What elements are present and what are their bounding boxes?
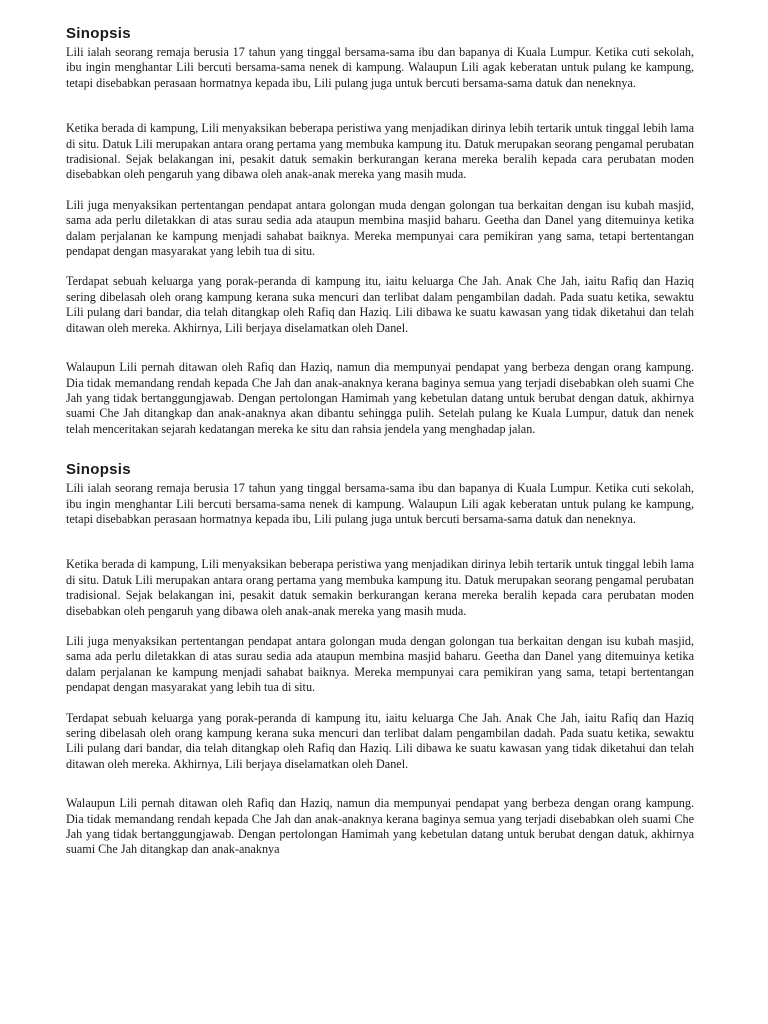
paragraph: Lili ialah seorang remaja berusia 17 tahun yang tinggal bersama-sama ibu dan bapanya di Kuala Lumpur. Ketika cuti sekolah, ibu ingin menghantar Lili bercuti bersama-sama nenek di kampung. Walaupun Lili agak keberatan untuk pulang ke kampung, tetapi disebabkan perasaan hormatnya kepada ibu, Lili pulang juga untuk bercuti bersama-sama datuk dan neneknya. (66, 45, 694, 90)
paragraph: Terdapat sebuah keluarga yang porak-peranda di kampung itu, iaitu keluarga Che Jah. Anak Che Jah, iaitu Rafiq dan Haziq sering dibelasah oleh orang kampung kerana suka mencuri dan terlibat dalam pengambilan dadah. Pada suatu ketika, sewaktu Lili pulang dari bandar, dia telah ditangkap oleh Rafiq dan Haziq. Lili dibawa ke suatu kawasan yang tidak diketahui dan telah ditawan oleh mereka. Akhirnya, Lili berjaya diselamatkan oleh Danel. (66, 710, 694, 771)
section-heading: Sinopsis (66, 25, 131, 42)
paragraph: Lili juga menyaksikan pertentangan pendapat antara golongan muda dengan golongan tua berkaitan dengan isu kubah masjid, sama ada perlu diletakkan di atas surau sedia ada ataupun membina masjid baharu. Geetha dan Danel yang ditemuinya ketika dalam perjalanan ke kampung menjadi sahabat baiknya. Mereka mempunyai cara pemikiran yang sama, tetapi bertentangan pendapat dengan masyarakat yang lebih tua di situ. (66, 633, 694, 695)
synopsis-section (66, 24, 694, 437)
paragraph: Terdapat sebuah keluarga yang porak-peranda di kampung itu, iaitu keluarga Che Jah. Anak Che Jah, iaitu Rafiq dan Haziq sering dibelasah oleh orang kampung kerana suka mencuri dan terlibat dalam pengambilan dadah. Pada suatu ketika, sewaktu Lili pulang dari bandar, dia telah ditangkap oleh Rafiq dan Haziq. Lili dibawa ke suatu kawasan yang tidak diketahui dan telah ditawan oleh mereka. Akhirnya, Lili berjaya diselamatkan oleh Danel. (66, 274, 694, 335)
paragraph: Walaupun Lili pernah ditawan oleh Rafiq dan Haziq, namun dia mempunyai pendapat yang berbeza dengan orang kampung. Dia tidak memandang rendah kepada Che Jah dan anak-anaknya kerana baginya semua yang terjadi disebabkan oleh suami Che Jah yang tidak bertanggungjawab. Dengan pertolongan Hamimah yang kebetulan datang untuk berubat dengan datuk, akhirnya suami Che Jah ditangkap dan anak-anaknya (66, 796, 694, 857)
paragraph: Walaupun Lili pernah ditawan oleh Rafiq dan Haziq, namun dia mempunyai pendapat yang berbeza dengan orang kampung. Dia tidak memandang rendah kepada Che Jah dan anak-anaknya kerana baginya semua yang terjadi disebabkan oleh suami Che Jah yang tidak bertanggungjawab. Dengan pertolongan Hamimah yang kebetulan datang untuk berubat dengan datuk, akhirnya suami Che Jah ditangkap dan anak-anaknya akan dibantu sehingga pulih. Setelah pulang ke Kuala Lumpur, datuk dan nenek telah menceritakan sejarah kedatangan mereka ke situ dan rahsia jendela yang menghadap jalan. (66, 360, 694, 436)
synopsis-section (66, 460, 694, 858)
paragraph: Ketika berada di kampung, Lili menyaksikan beberapa peristiwa yang menjadikan dirinya lebih tertarik untuk tinggal lebih lama di situ. Datuk Lili merupakan antara orang pertama yang membuka kampung itu. Datuk merupakan seorang pengamal perubatan tradisional. Sejak belakangan ini, pesakit datuk semakin berkurangan kerana mereka beralih kepada cara perubatan moden disebabkan oleh pengaruh yang dibawa oleh anak-anak mereka yang masih muda. (66, 557, 694, 618)
paragraph: Ketika berada di kampung, Lili menyaksikan beberapa peristiwa yang menjadikan dirinya lebih tertarik untuk tinggal lebih lama di situ. Datuk Lili merupakan antara orang pertama yang membuka kampung itu. Datuk merupakan seorang pengamal perubatan tradisional. Sejak belakangan ini, pesakit datuk semakin berkurangan kerana mereka beralih kepada cara perubatan moden disebabkan oleh pengaruh yang dibawa oleh anak-anak mereka yang masih muda. (66, 121, 694, 182)
paragraph: Lili juga menyaksikan pertentangan pendapat antara golongan muda dengan golongan tua berkaitan dengan isu kubah masjid, sama ada perlu diletakkan di atas surau sedia ada ataupun membina masjid baharu. Geetha dan Danel yang ditemuinya ketika dalam perjalanan ke kampung menjadi sahabat baiknya. Mereka mempunyai cara pemikiran yang sama, tetapi bertentangan pendapat dengan masyarakat yang lebih tua di situ. (66, 197, 694, 259)
section-heading: Sinopsis (66, 461, 131, 479)
paragraph: Lili ialah seorang remaja berusia 17 tahun yang tinggal bersama-sama ibu dan bapanya di Kuala Lumpur. Ketika cuti sekolah, ibu ingin menghantar Lili bercuti bersama-sama nenek di kampung. Walaupun Lili agak keberatan untuk pulang ke kampung, tetapi disebabkan perasaan hormatnya kepada ibu, Lili pulang juga untuk bercuti bersama-sama datuk dan neneknya. (66, 481, 694, 526)
document-page (66, 24, 694, 858)
